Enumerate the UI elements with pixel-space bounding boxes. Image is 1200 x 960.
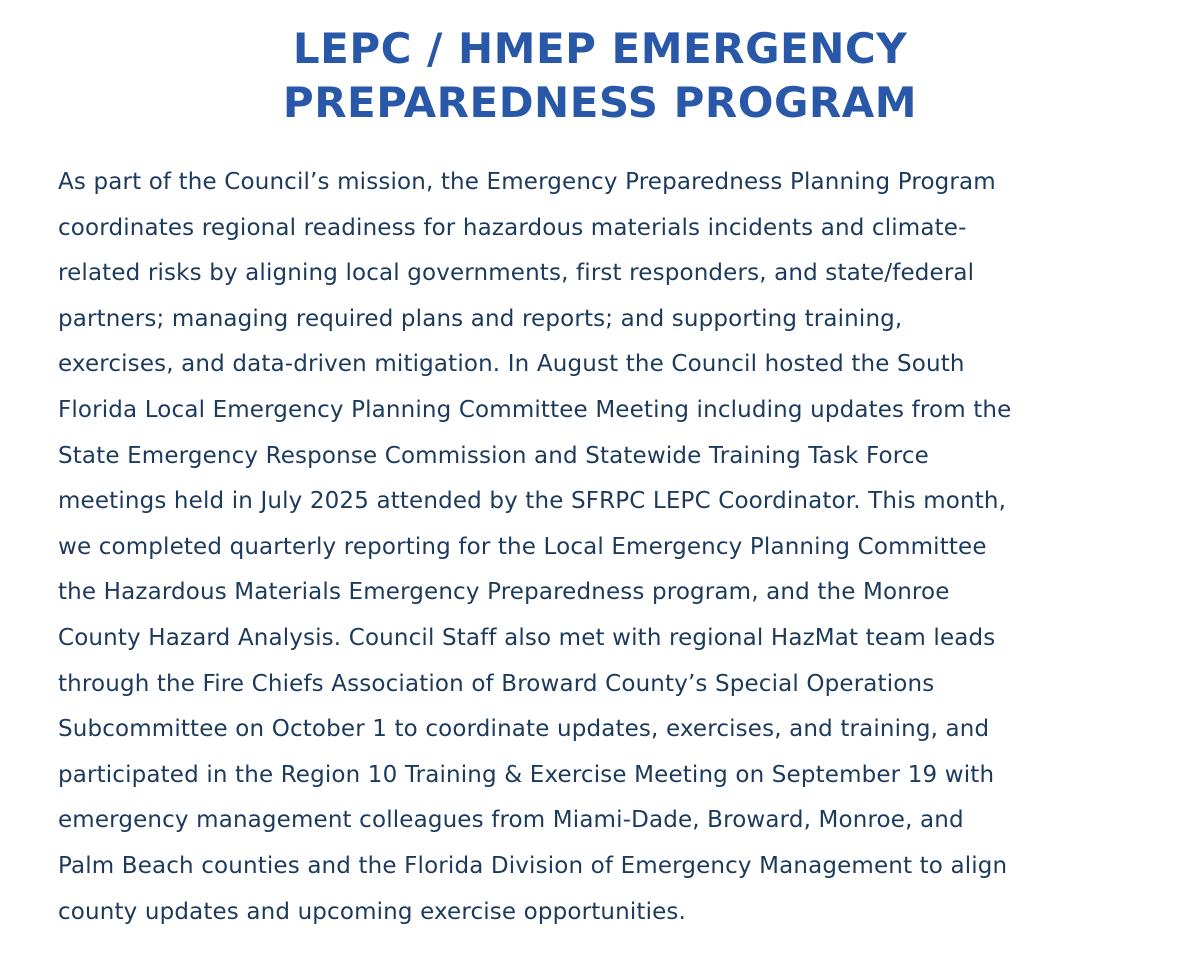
paragraph-line: partners; managing required plans and reports; and supporting training, [58,305,903,332]
paragraph-line: Subcommittee on October 1 to coordinate updates, exercises, and training, and [58,716,990,743]
paragraph-line: we completed quarterly reporting for the Local Emergency Planning Committee [58,533,987,560]
paragraph-line: exercises, and data-driven mitigation. In August the Council hosted the South [58,351,965,378]
page-title-line-1: LEPC / HMEP EMERGENCY [292,24,908,73]
body-paragraph [0,160,1200,935]
page-title-line-2: PREPAREDNESS PROGRAM [282,78,918,127]
paragraph-line: participated in the Region 10 Training & Exercise Meeting on September 19 with [58,761,995,788]
paragraph-line: through the Fire Chiefs Association of Broward County’s Special Operations [58,670,935,697]
paragraph-line: emergency management colleagues from Miami-Dade, Broward, Monroe, and [58,807,964,834]
paragraph-line: Palm Beach counties and the Florida Division of Emergency Management to align [58,852,1008,879]
paragraph-line: State Emergency Response Commission and Statewide Training Task Force [58,442,929,469]
paragraph-line: Florida Local Emergency Planning Committee Meeting including updates from the [58,396,1012,423]
paragraph-line: meetings held in July 2025 attended by the SFRPC LEPC Coordinator. This month, [58,488,1007,515]
paragraph-line: coordinates regional readiness for hazardous materials incidents and climate- [58,214,967,241]
paragraph-line: the Hazardous Materials Emergency Preparedness program, and the Monroe [58,579,950,606]
paragraph-line: related risks by aligning local governments, first responders, and state/federal [58,260,975,287]
paragraph-line: county updates and upcoming exercise opportunities. [58,898,686,925]
paragraph-line: As part of the Council’s mission, the Emergency Preparedness Planning Program [58,169,996,195]
page-title [0,22,1200,130]
paragraph-line: County Hazard Analysis. Council Staff also met with regional HazMat team leads [58,624,996,651]
